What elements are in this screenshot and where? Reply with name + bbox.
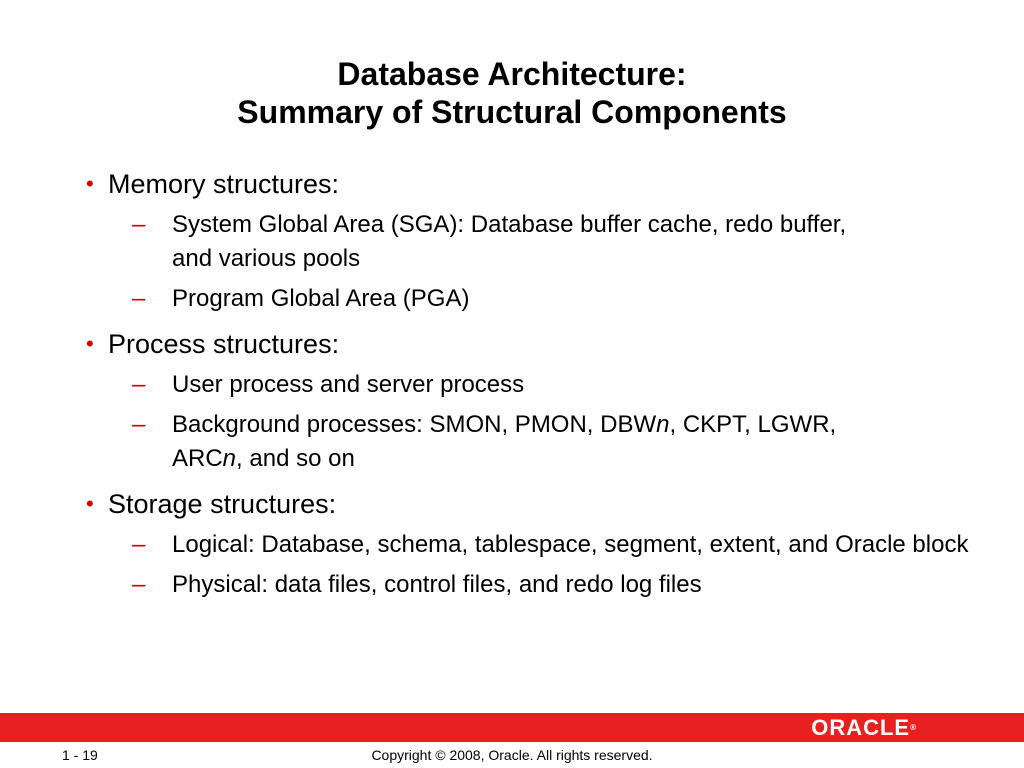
bullet-text: Storage structures:	[108, 489, 337, 519]
sub-bullet-text: Logical: Database, schema, tablespace, segment, extent, and Oracle block	[172, 531, 969, 558]
sub-bullet-dash: –	[132, 285, 146, 312]
sub-bullet-logical	[86, 528, 972, 562]
bullet-text: Process structures:	[108, 329, 340, 359]
sub-bullet-text: Program Global Area (PGA)	[172, 285, 470, 312]
sub-bullet-dash: –	[132, 571, 146, 598]
sub-bullet-italic-n: n	[656, 411, 670, 438]
sub-bullet-pga	[86, 282, 872, 316]
slide-body	[86, 166, 986, 602]
sub-bullet-physical	[86, 568, 972, 602]
page-number: 1 - 19	[62, 747, 98, 763]
slide-title	[0, 55, 1024, 131]
sub-bullet-dash: –	[132, 371, 146, 398]
sub-bullet-background-processes	[86, 408, 872, 476]
bullet-process-structures	[86, 326, 986, 362]
sub-bullet-text: User process and server process	[172, 371, 525, 398]
sub-bullet-text-part: , CKPT, LGWR, ARC	[172, 411, 837, 472]
sub-bullet-text-part: Background processes: SMON, PMON, DBW	[172, 411, 657, 438]
sub-bullet-dash: –	[132, 411, 146, 438]
bullet-storage-structures	[86, 486, 986, 522]
sub-bullet-dash: –	[132, 531, 146, 558]
bullet-dot: •	[86, 331, 94, 356]
sub-bullet-dash: –	[132, 211, 146, 238]
bullet-dot: •	[86, 171, 94, 196]
registered-mark: ®	[910, 723, 916, 732]
title-line-1: Database Architecture:	[337, 56, 687, 92]
bullet-dot: •	[86, 491, 94, 516]
sub-bullet-text: Physical: data files, control files, and redo log files	[172, 571, 702, 598]
sub-bullet-italic-n: n	[222, 445, 237, 472]
sub-bullet-sga	[86, 208, 872, 276]
copyright-notice: Copyright © 2008, Oracle. All rights reserved.	[371, 747, 653, 763]
sub-bullet-text: System Global Area (SGA): Database buffer cache, redo buffer, and various pools	[172, 211, 847, 272]
bullet-memory-structures	[86, 166, 986, 202]
oracle-logo	[811, 717, 916, 739]
sub-bullet-text-part: , and so on	[236, 445, 355, 472]
title-line-2: Summary of Structural Components	[237, 94, 787, 130]
oracle-logo-text: ORACLE	[811, 715, 911, 740]
bullet-text: Memory structures:	[108, 169, 340, 199]
sub-bullet-user-process	[86, 368, 872, 402]
